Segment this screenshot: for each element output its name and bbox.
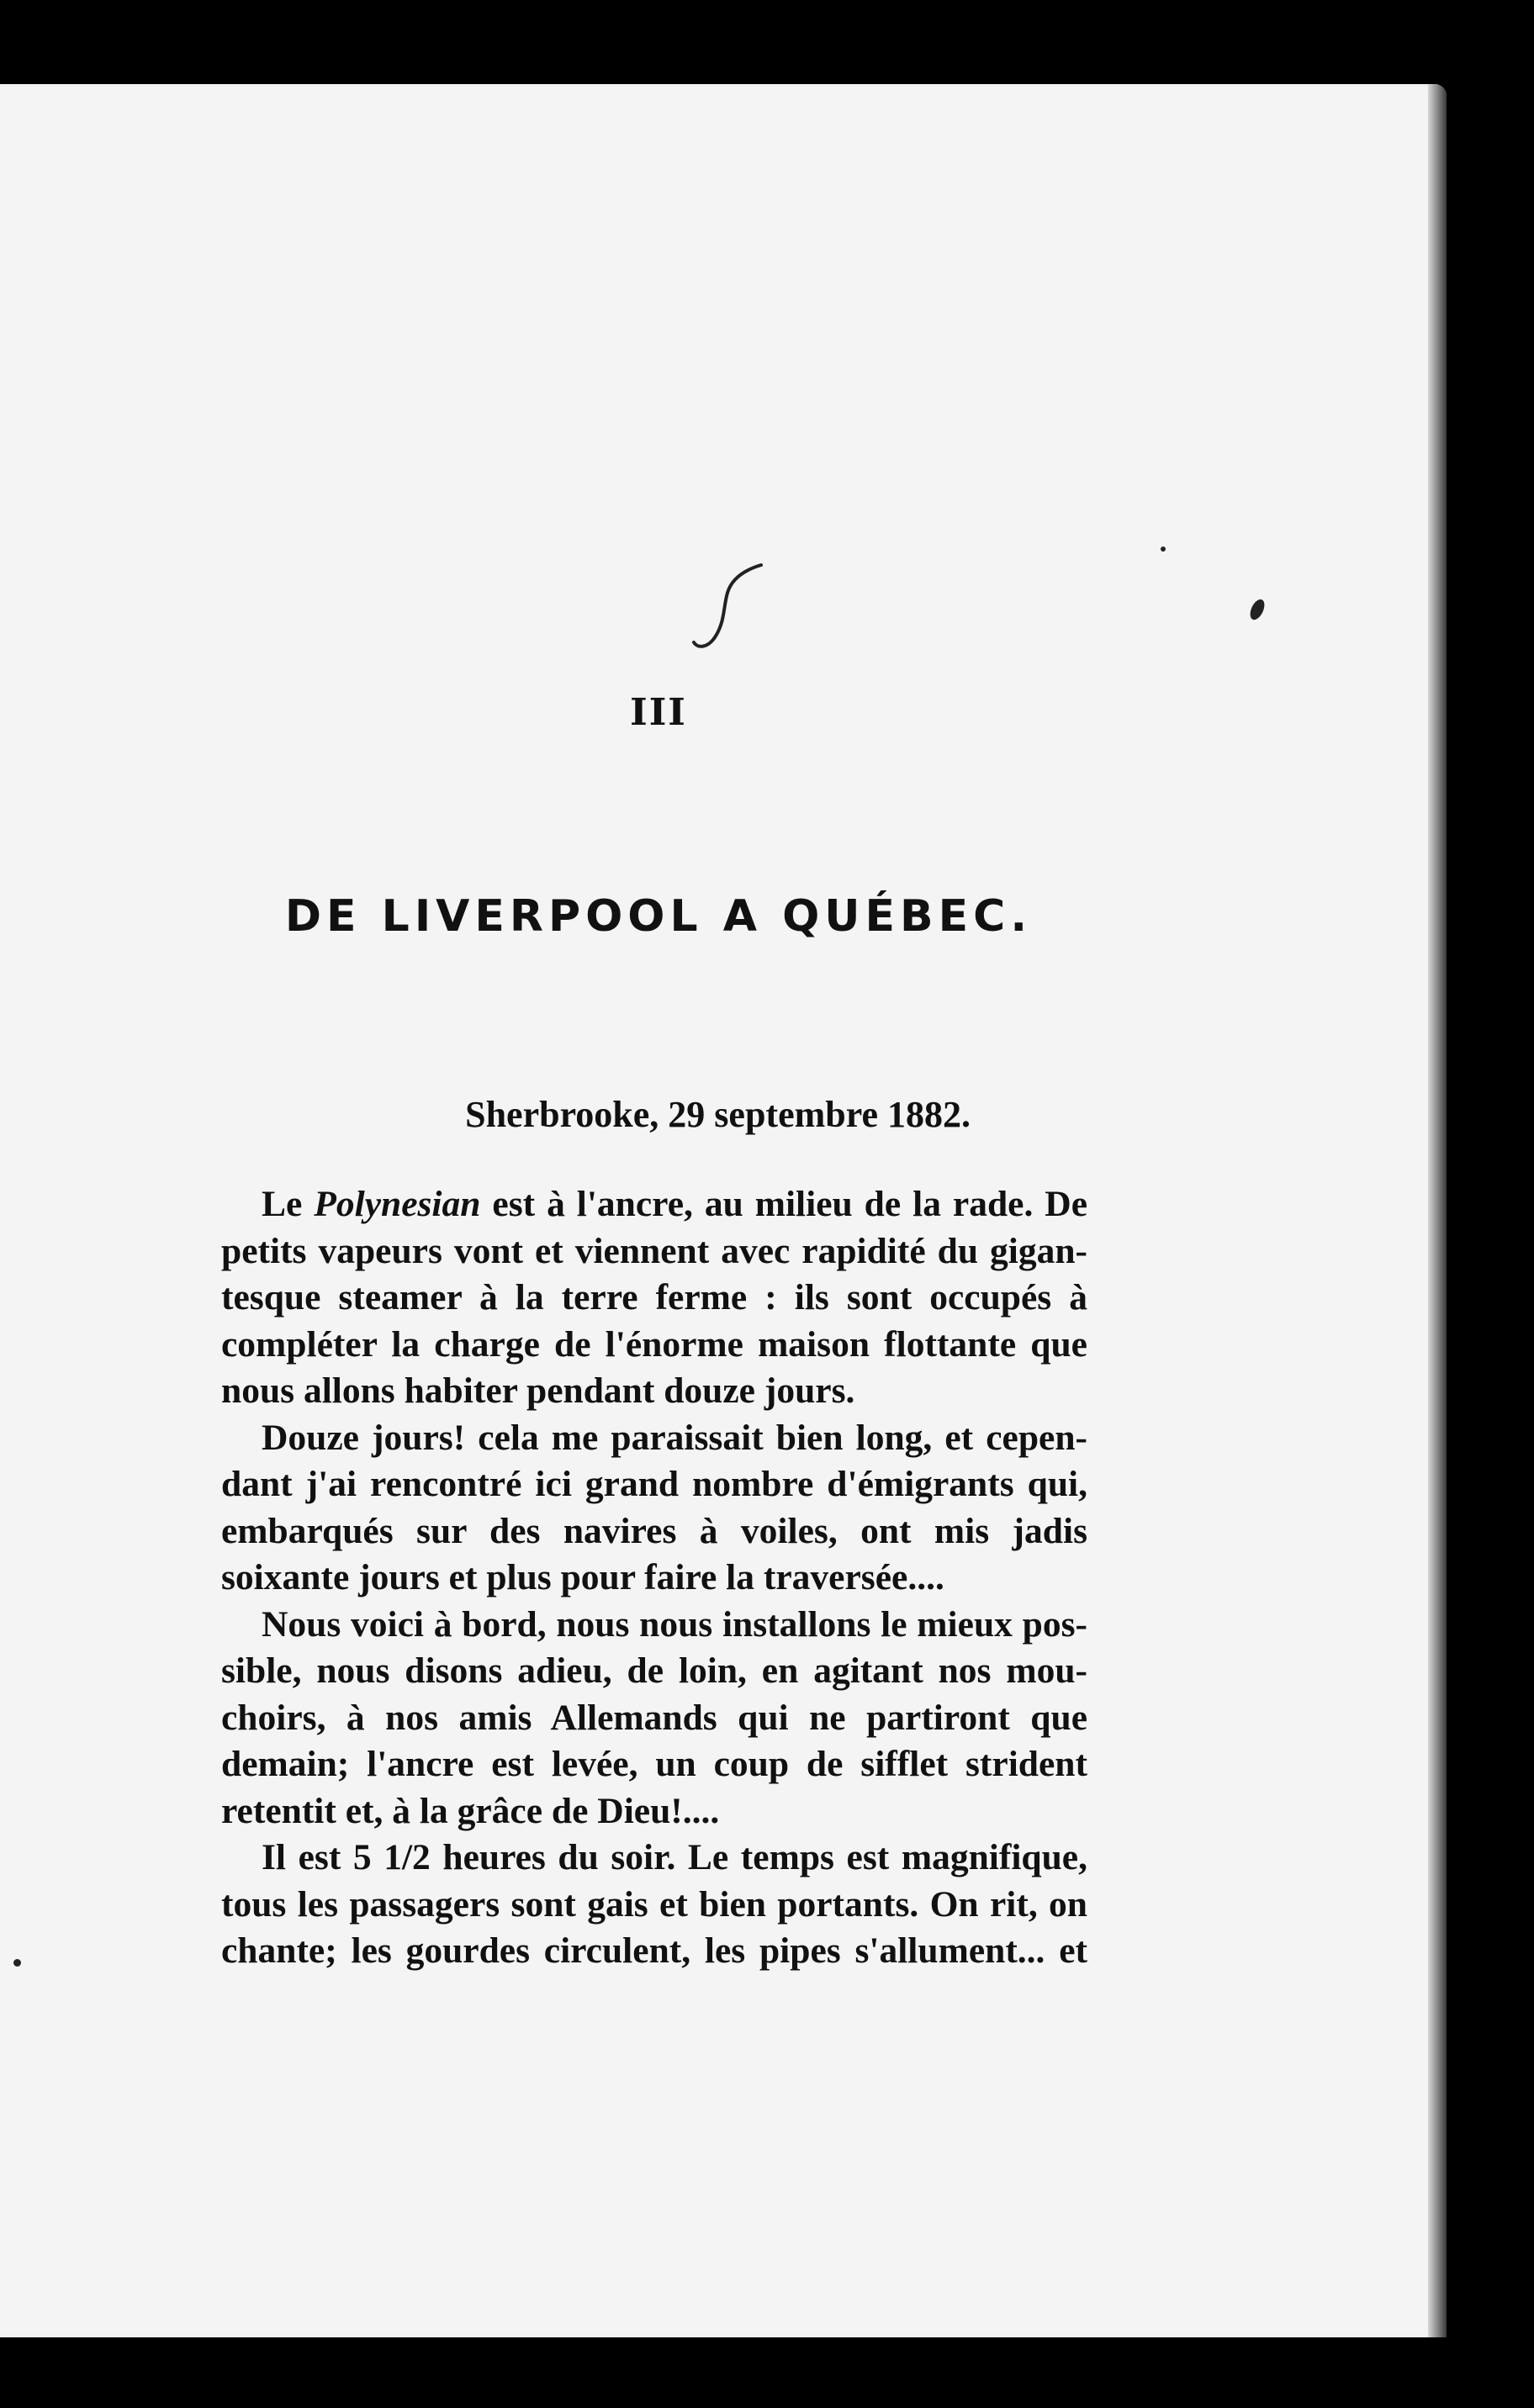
text-line: tous les passagers sont gais et bien portants. On rit, on (221, 1883, 1087, 1925)
text-line: retentit et, à la grâce de Dieu!.... (221, 1790, 720, 1831)
text-line: choirs, à nos amis Allemands qui ne partiront que (221, 1697, 1087, 1738)
text-line: sible, nous disons adieu, de loin, en agitant nos mou- (221, 1650, 1087, 1691)
ship-name: Polynesian (314, 1184, 481, 1224)
signature-mark (664, 555, 782, 664)
chapter-title: DE LIVERPOOL A QUÉBEC. (284, 891, 1033, 942)
text-line: Le Polynesian est à l'ancre, au milieu de la rade. De (262, 1184, 1087, 1224)
text-line: Il est 5 1/2 heures du soir. Le temps est magnifique, (262, 1837, 1087, 1877)
chapter-number: III (630, 691, 687, 734)
text-line: Douze jours! cela me paraissait bien long, et cepen- (262, 1417, 1087, 1458)
page-edge (1428, 84, 1447, 2337)
book-page (0, 84, 1447, 2337)
text-line: embarqués sur des navires à voiles, ont mis jadis (221, 1510, 1087, 1551)
dateline: Sherbrooke, 29 septembre 1882. (465, 1094, 971, 1135)
text-line: nous allons habiter pendant douze jours. (221, 1370, 855, 1411)
text-line: dant j'ai rencontré ici grand nombre d'émigrants qui, (221, 1464, 1087, 1504)
text-line: soixante jours et plus pour faire la traversée.... (221, 1557, 944, 1597)
body-text (221, 1181, 1087, 1975)
text-line: petits vapeurs vont et viennent avec rapidité du gigan- (221, 1230, 1087, 1271)
text-line: demain; l'ancre est levée, un coup de sifflet strident (221, 1744, 1087, 1784)
text-line: compléter la charge de l'énorme maison flottante que (221, 1323, 1087, 1365)
ink-spot (13, 1959, 21, 1967)
ink-spot (1161, 547, 1166, 552)
text-line: Nous voici à bord, nous nous installons le mieux pos- (262, 1603, 1087, 1645)
text-line: tesque steamer à la terre ferme : ils sont occupés à (221, 1277, 1087, 1318)
text-line: chante; les gourdes circulent, les pipes s'allument... et (221, 1930, 1087, 1971)
ink-spot (1247, 597, 1267, 621)
